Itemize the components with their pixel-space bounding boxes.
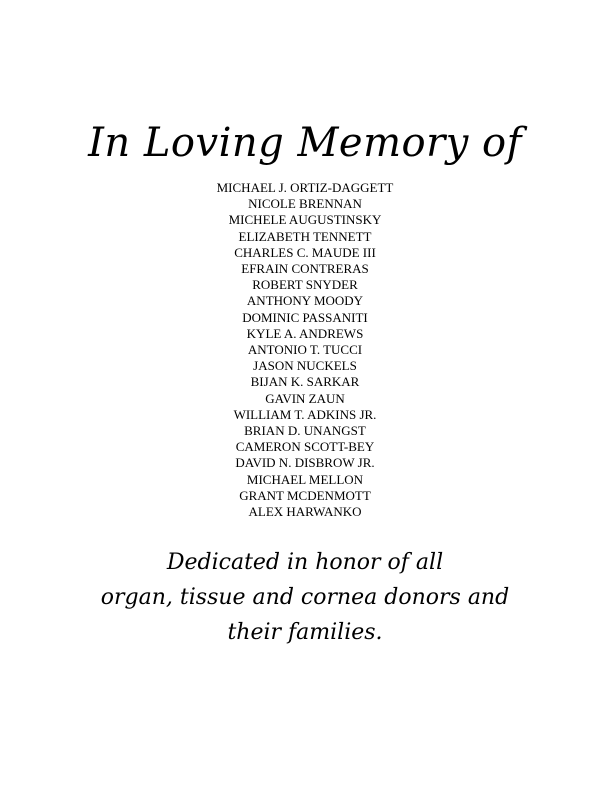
memorial-name: ANTHONY MOODY <box>246 293 364 309</box>
memorial-name: BRIAN D. UNANGST <box>244 423 366 439</box>
memorial-name: ANTONIO T. TUCCI <box>247 342 363 358</box>
dedication-text <box>0 545 610 650</box>
page-title: In Loving Memory of <box>88 120 522 166</box>
memorial-name: ROBERT SNYDER <box>252 277 358 293</box>
memorial-name: DOMINIC PASSANITI <box>242 309 368 325</box>
memorial-name: DAVID N. DISBROW JR. <box>235 455 375 471</box>
dedication-line: Dedicated in honor of all <box>166 550 444 575</box>
memorial-name: GAVIN ZAUN <box>265 390 345 406</box>
memorial-name: CHARLES C. MAUDE III <box>234 244 376 260</box>
memorial-name: NICOLE BRENNAN <box>248 196 362 212</box>
memorial-name: ALEX HARWANKO <box>248 504 362 520</box>
memorial-name: KYLE A. ANDREWS <box>246 325 364 341</box>
memorial-name: CAMERON SCOTT-BEY <box>235 439 375 455</box>
memorial-name: MICHAEL J. ORTIZ-DAGGETT <box>216 180 394 195</box>
memorial-name: WILLIAM T. ADKINS JR. <box>233 406 377 422</box>
dedication-line: organ, tissue and cornea donors and <box>100 585 510 610</box>
memorial-names-list <box>0 180 610 520</box>
memorial-name: GRANT MCDENMOTT <box>239 487 371 503</box>
dedication-line: their families. <box>227 620 383 645</box>
memorial-name: BIJAN K. SARKAR <box>250 374 360 390</box>
memorial-name: JASON NUCKELS <box>253 358 357 374</box>
memorial-name: MICHAEL MELLON <box>246 471 364 487</box>
memorial-name: MICHELE AUGUSTINSKY <box>228 212 382 228</box>
memorial-name: EFRAIN CONTRERAS <box>241 261 369 277</box>
memorial-name: ELIZABETH TENNETT <box>238 228 372 244</box>
